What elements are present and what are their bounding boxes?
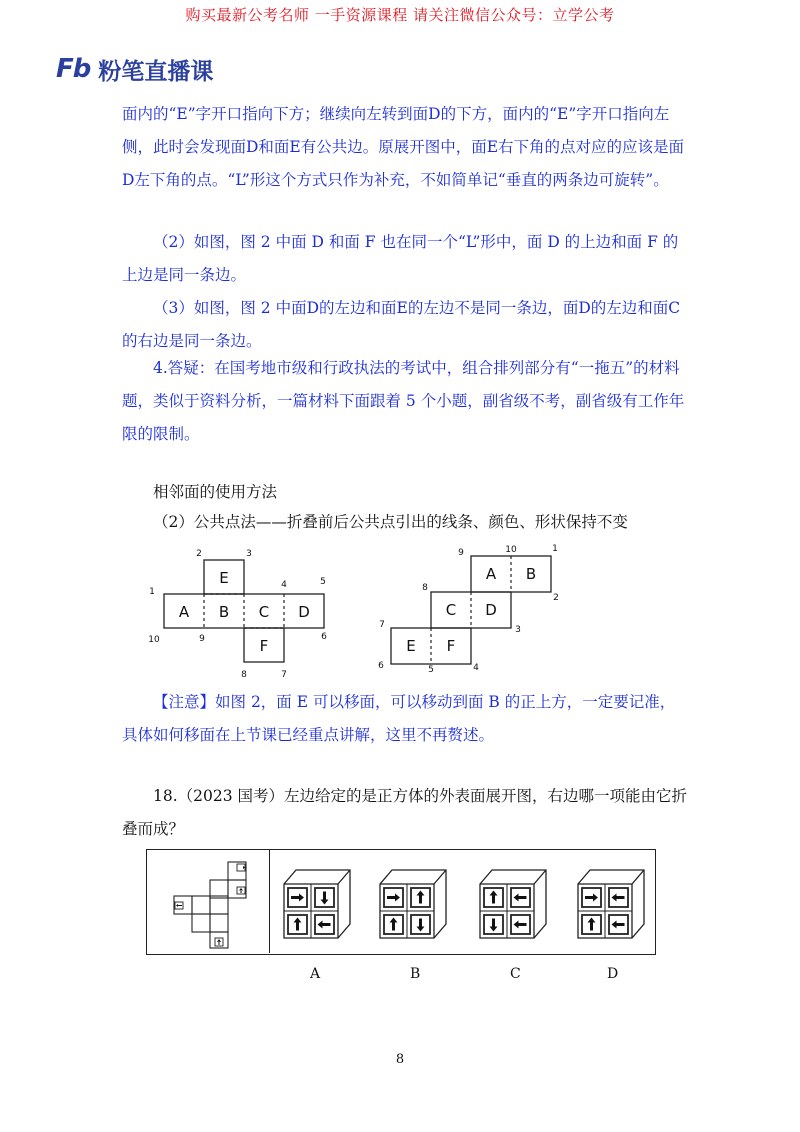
face-label: D xyxy=(485,601,497,619)
brand-logo xyxy=(56,52,213,86)
face-label: E xyxy=(406,637,416,655)
paragraph-qa: 4.答疑：在国考地市级和行政执法的考试中，组合排列部分有“一拖五”的材料题，类似于资料分析，一篇材料下面跟着 5 个小题，副省级不考，副省级有工作年限的限制。 xyxy=(122,359,685,443)
option-label-b[interactable]: B xyxy=(410,966,421,982)
cube-net-figure-2 xyxy=(372,540,572,675)
given-net xyxy=(155,856,265,950)
paragraph-point-3: （3）如图，图 2 中面D的左边和面E的左边不是同一条边，面D的左边和面C的右边是同一条边。 xyxy=(122,299,681,350)
option-cube-b[interactable] xyxy=(380,870,446,938)
face-label: A xyxy=(485,565,497,583)
note-label: 【注意】 xyxy=(153,693,216,711)
option-cubes xyxy=(282,860,652,944)
face-label: F xyxy=(446,637,456,655)
point-label: 6 xyxy=(378,661,384,671)
note-paragraph xyxy=(122,686,688,752)
point-label: 2 xyxy=(553,593,559,603)
option-label-a[interactable]: A xyxy=(310,966,321,982)
face-label: C xyxy=(258,603,270,621)
method-heading: （2）公共点法——折叠前后公共点引出的线条、颜色、形状保持不变 xyxy=(153,513,628,531)
question-figure-table xyxy=(146,849,656,955)
point-label: 3 xyxy=(246,549,252,559)
point-label: 9 xyxy=(458,548,464,558)
point-label: 1 xyxy=(149,587,155,597)
point-label: 8 xyxy=(241,670,247,680)
face-label: B xyxy=(218,603,230,621)
point-label: 7 xyxy=(281,670,287,680)
point-label: 3 xyxy=(515,625,521,635)
point-label: 1 xyxy=(552,544,558,554)
face-label: C xyxy=(445,601,457,619)
point-label: 8 xyxy=(422,583,428,593)
point-label: 9 xyxy=(199,634,205,644)
point-label: 10 xyxy=(505,545,517,555)
point-label: 6 xyxy=(321,632,327,642)
table-divider xyxy=(269,850,270,953)
paragraph-explanation: 面内的“E”字开口指向下方；继续向左转到面D的下方，面内的“E”字开口指向左侧，此时会发现面D和面E有公共边。原展开图中，面E右下角的点对应的应该是面D左下角的点。“L”形这个方式只作为补充，不如简单记“垂直的两条边可旋转”。 xyxy=(122,105,685,189)
option-label-d[interactable]: D xyxy=(607,966,619,982)
question-18: 18.（2023 国考）左边给定的是正方体的外表面展开图，右边哪一项能由它折叠而成？ xyxy=(122,787,688,838)
option-label-c[interactable]: C xyxy=(510,966,521,982)
face-label: E xyxy=(219,569,229,587)
paragraph-point-2: （2）如图，图 2 中面 D 和面 F 也在同一个“L”形中，面 D 的上边和面 F 的上边是同一条边。 xyxy=(122,233,679,284)
point-label: 5 xyxy=(320,577,326,587)
point-label: 2 xyxy=(196,549,202,559)
point-label: 4 xyxy=(473,663,479,673)
face-label: A xyxy=(178,603,190,621)
option-cube-d[interactable] xyxy=(578,870,644,938)
face-label: D xyxy=(298,603,310,621)
logo-text: 粉笔直播课 xyxy=(98,58,214,85)
note-text: 如图 2，面 E 可以移面，可以移动到面 B 的正上方，一定要记准，具体如何移面在上节课已经重点讲解，这里不再赘述。 xyxy=(122,693,676,744)
section-heading: 相邻面的使用方法 xyxy=(153,483,278,501)
point-label: 4 xyxy=(281,580,287,590)
point-label: 5 xyxy=(428,665,434,675)
point-label: 10 xyxy=(148,635,160,645)
top-banner: 购买最新公考名师 一手资源课程 请关注微信公众号：立学公考 xyxy=(185,6,615,24)
face-label: B xyxy=(525,565,537,583)
face-label: F xyxy=(259,637,269,655)
point-label: 7 xyxy=(379,620,385,630)
option-cube-c[interactable] xyxy=(480,870,546,938)
option-cube-a[interactable] xyxy=(284,870,350,938)
page-number: 8 xyxy=(395,1052,405,1067)
logo-mark: Fb xyxy=(56,54,91,84)
cube-net-figure-1 xyxy=(140,544,350,684)
